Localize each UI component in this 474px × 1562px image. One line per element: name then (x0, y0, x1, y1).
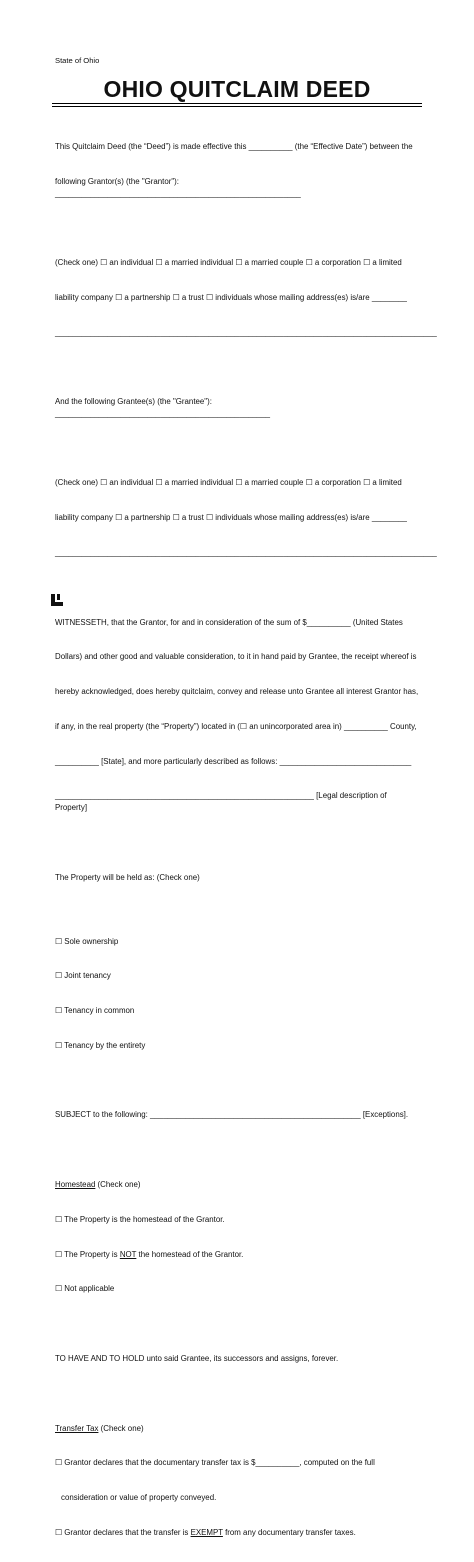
homestead-option-not[interactable] (55, 1249, 420, 1261)
legal-templates-logo-icon (50, 593, 64, 607)
effective-date-line: This Quitclaim Deed (the “Deed”) is made effective this __________ (the “Effective Date”) between the (55, 142, 413, 152)
homestead-option-is[interactable]: ☐ The Property is the homestead of the Grantor. (55, 1214, 225, 1224)
habendum-rest: unto said Grantee, its successors and assigns, forever. (144, 1353, 339, 1363)
witnesseth-line-6: ___________________________________________________________ [Legal description of Property] (55, 791, 389, 813)
homestead-heading-line (55, 1179, 420, 1191)
habendum-line (55, 1353, 420, 1365)
grantee-type-line-2: liability company ☐ a partnership ☐ a trust ☐ individuals whose mailing address(es) is/are ________ (55, 513, 407, 523)
held-as-heading: The Property will be held as: (Check one) (55, 872, 200, 882)
witnesseth-line-3: hereby acknowledged, does hereby quitclaim, convey and release unto Grantee all interest Grantor has, (55, 687, 419, 697)
grantee-address-line: _______________________________________________________________________________________ (55, 547, 437, 557)
grantor-type-line-1: (Check one) ☐ an individual ☐ a married individual ☐ a married couple ☐ a corporation ☐ a limited (55, 258, 402, 268)
witnesseth-line-5: __________ [State], and more particularly described as follows: ______________________________ (55, 756, 412, 766)
exempt-post: from any documentary transfer taxes. (222, 1527, 356, 1537)
held-option-joint[interactable]: ☐ Joint tenancy (55, 971, 111, 981)
habendum-lead: TO HAVE AND TO HOLD (55, 1353, 145, 1363)
held-option-sole[interactable]: ☐ Sole ownership (55, 936, 119, 946)
homestead-heading: Homestead (55, 1180, 96, 1190)
homestead-not-word: NOT (119, 1249, 137, 1259)
exempt-pre: ☐ Grantor declares that the transfer is (55, 1527, 191, 1537)
transfer-option-tax-2: consideration or value of property conveyed. (61, 1493, 217, 1503)
page-title: OHIO QUITCLAIM DEED (103, 76, 371, 102)
transfer-check-note: (Check one) (98, 1423, 144, 1433)
grantor-address-line: _______________________________________________________________________________________ (55, 327, 437, 337)
grantee-type-line-1: (Check one) ☐ an individual ☐ a married individual ☐ a married couple ☐ a corporation ☐ a limited (55, 478, 402, 488)
witnesseth-line-4: if any, in the real property (the “Property”) located in (☐ an unincorporated area in) __________ County, (55, 721, 417, 731)
grantor-line: following Grantor(s) (the "Grantor"): ________________________________________________________ (55, 176, 301, 198)
homestead-check-note: (Check one) (95, 1180, 141, 1190)
grantor-type-line-2: liability company ☐ a partnership ☐ a trust ☐ individuals whose mailing address(es) is/are ________ (55, 292, 407, 302)
transfer-heading-line (55, 1423, 420, 1435)
homestead-not-post: the homestead of the Grantor. (136, 1249, 244, 1259)
title-rule-bottom (52, 106, 422, 107)
witnesseth-line-1: WITNESSETH, that the Grantor, for and in consideration of the sum of $__________ (United States (55, 617, 403, 627)
held-option-entirety[interactable]: ☐ Tenancy by the entirety (55, 1040, 146, 1050)
deed-body (55, 118, 437, 1562)
transfer-heading: Transfer Tax (55, 1423, 99, 1433)
state-label: State of Ohio (55, 56, 100, 65)
title-rule-top (52, 103, 422, 104)
homestead-not-pre: ☐ The Property is (55, 1249, 120, 1259)
grantee-line: And the following Grantee(s) (the "Grantee"): _________________________________________________ (55, 397, 271, 418)
subject-to-line: SUBJECT to the following: ________________________________________________ [Exceptions]. (55, 1110, 409, 1120)
witnesseth-line-2: Dollars) and other good and valuable consideration, to it in hand paid by Grantee, the receipt whereof is (55, 652, 417, 662)
transfer-option-tax-1[interactable]: ☐ Grantor declares that the documentary transfer tax is $__________, computed on the full (55, 1458, 375, 1468)
held-option-common[interactable]: ☐ Tenancy in common (55, 1006, 135, 1016)
homestead-option-na[interactable]: ☐ Not applicable (55, 1284, 115, 1294)
transfer-option-exempt[interactable] (55, 1527, 420, 1539)
exempt-word: EXEMPT (190, 1527, 223, 1537)
